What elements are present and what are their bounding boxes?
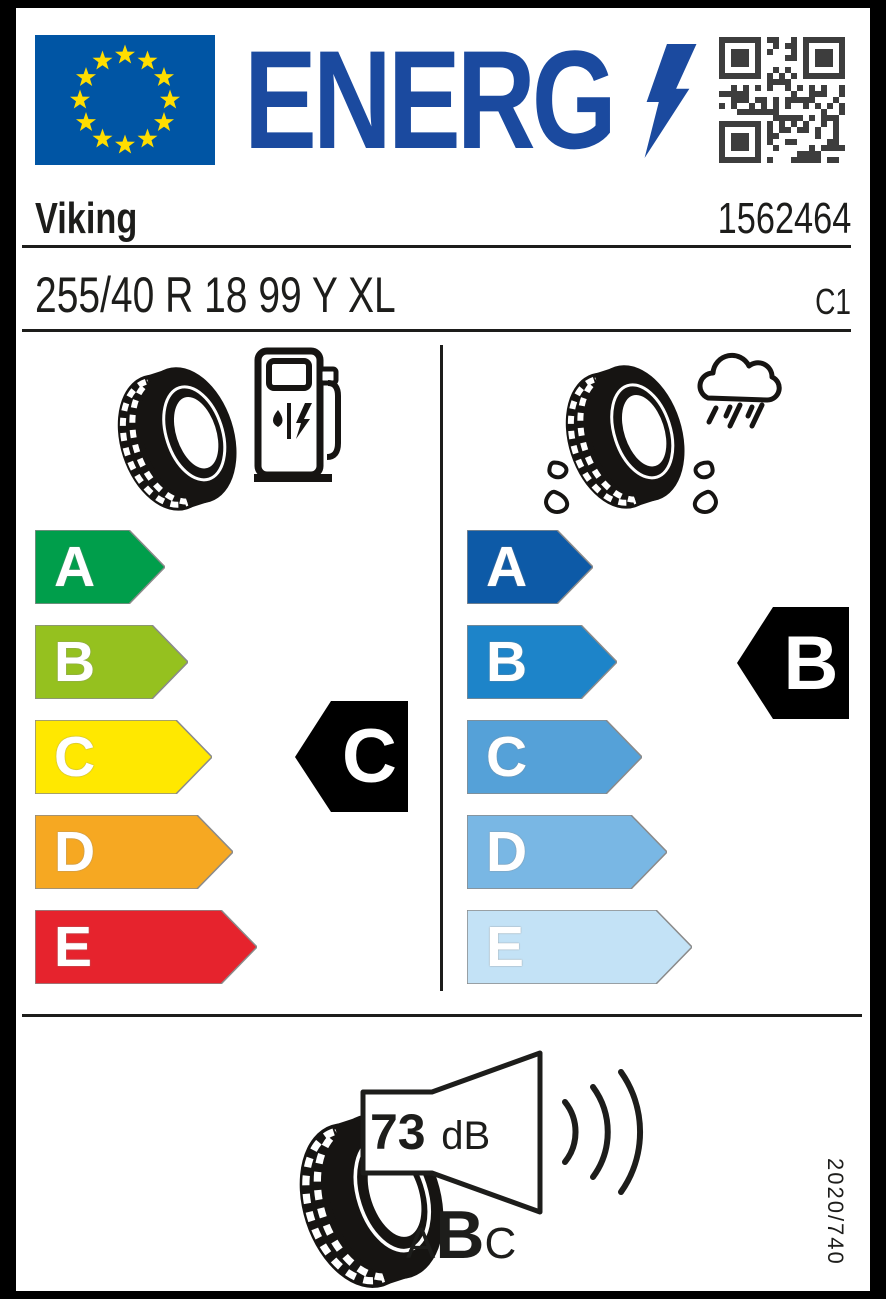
noise-value: 73 — [370, 1104, 426, 1160]
sound-waves-icon — [565, 1072, 640, 1192]
noise-db-value: 73 dB — [370, 1104, 491, 1160]
wet-scale-row-a — [467, 530, 593, 604]
grade-letter: D — [54, 820, 96, 884]
noise-class-c: C — [484, 1219, 517, 1268]
rain-cloud-icon — [686, 350, 790, 438]
fuel-scale-row-c — [35, 720, 212, 794]
fuel-scale-row-a — [35, 530, 165, 604]
frame-bottom — [0, 1291, 886, 1299]
grade-letter: D — [486, 820, 528, 884]
wet-grip-rating-indicator — [737, 607, 849, 719]
noise-class-b: B — [435, 1197, 485, 1273]
lightning-bolt-icon — [638, 44, 700, 158]
product-id: 1562464 — [717, 194, 851, 243]
brand-name: Viking — [35, 194, 138, 243]
fuel-efficiency-tyre-icon — [115, 362, 245, 514]
noise-unit — [430, 1114, 441, 1158]
wet-scale-row-b — [467, 625, 617, 699]
energ-text: ENERG — [244, 21, 613, 178]
divider-line-top — [22, 245, 851, 248]
frame-right — [870, 0, 886, 1299]
divider-line-size — [22, 329, 851, 332]
wet-scale-row-d — [467, 815, 667, 889]
eu-flag — [35, 35, 215, 165]
fuel-rating-letter: C — [342, 714, 397, 799]
wet-scale-row-c — [467, 720, 642, 794]
noise-class-a: A — [406, 1219, 436, 1268]
column-divider — [440, 345, 443, 991]
fuel-rating-indicator — [295, 701, 408, 812]
fuel-scale-row-b — [35, 625, 188, 699]
fuel-scale-row-e — [35, 910, 257, 984]
grade-letter: B — [486, 630, 528, 694]
regulation-number: 2020/740 — [823, 1158, 848, 1266]
fuel-scale-row-d — [35, 815, 233, 889]
qr-code — [718, 36, 846, 164]
grade-letter: A — [486, 535, 528, 599]
grade-letter: A — [54, 535, 96, 599]
frame-top — [0, 0, 886, 8]
noise-class-letters — [406, 1196, 516, 1274]
grade-letter: B — [54, 630, 96, 694]
tyre-dimensions: 255/40 R 18 99 Y XL — [35, 267, 396, 323]
wet-grip-rating-letter: B — [783, 620, 839, 706]
wet-scale-row-e — [467, 910, 692, 984]
frame-left — [0, 0, 16, 1299]
tyre-class: C1 — [815, 281, 851, 322]
grade-letter: E — [54, 915, 93, 979]
grade-letter: C — [54, 725, 96, 789]
grade-letter: E — [486, 915, 525, 979]
fuel-pump-icon — [252, 347, 344, 485]
divider-line-noise — [22, 1014, 862, 1017]
grade-letter: C — [486, 725, 528, 789]
